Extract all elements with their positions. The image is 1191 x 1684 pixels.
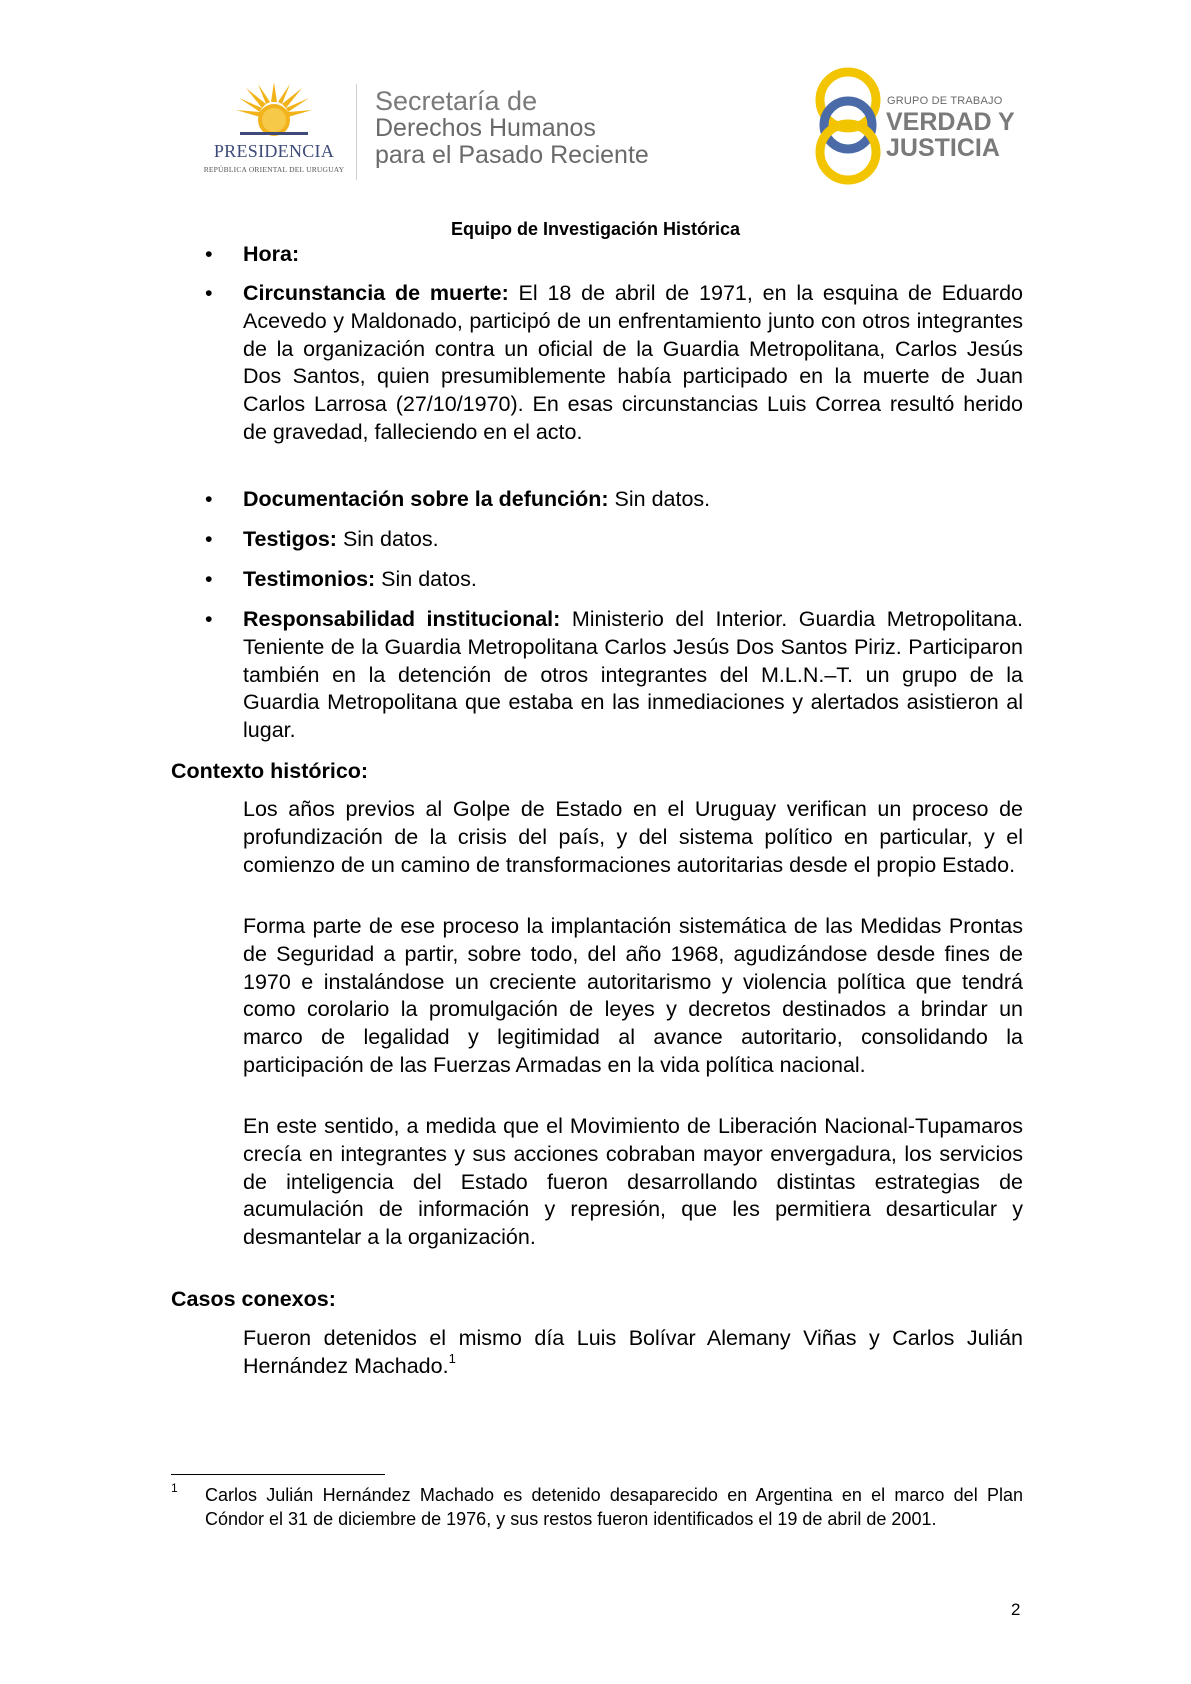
grupo-line-2: JUSTICIA (886, 134, 1000, 162)
footnote-text: Carlos Julián Hernández Machado es detenido desaparecido en Argentina en el marco del Plan Cóndor el 31 de diciembre de 1976, y sus restos fueron identificados el 19 de abril de 2001. (205, 1485, 1023, 1529)
grupo-small-label: GRUPO DE TRABAJO (887, 95, 1003, 107)
paragraph (243, 1325, 1023, 1381)
bullet-label: Testigos: (243, 527, 337, 551)
bullet-marker: • (205, 527, 213, 551)
bullet-text: Sin datos. (608, 487, 711, 511)
bullet-text: Ministerio del Interior. Guardia Metropolitana. Teniente de la Guardia Metropolitana Carlos Jesús Dos Santos Piriz. Participaron también en la detención de otros integrantes del M.L.N.–T. un grupo de la Guardia Metropolitana que estaba en las inmediaciones y alertados asistieron al lugar. (243, 607, 1023, 743)
bullet-item (243, 241, 1023, 269)
bullet-item (243, 280, 1023, 447)
bullet-item (243, 566, 1023, 594)
rings-icon (810, 62, 886, 188)
secretaria-line-3: para el Pasado Reciente (375, 141, 649, 169)
team-title: Equipo de Investigación Histórica (450, 219, 741, 239)
bullet-label: Testimonios: (243, 567, 376, 591)
sun-icon (234, 80, 314, 142)
bullet-item (243, 606, 1023, 745)
bullet-marker: • (205, 242, 213, 266)
presidencia-subtitle: REPÚBLICA ORIENTAL DEL URUGUAY (203, 165, 345, 174)
bullet-marker: • (205, 487, 213, 511)
paragraph: Los años previos al Golpe de Estado en el Uruguay verifican un proceso de profundización de la crisis del país, y del sistema político en particular, y el comienzo de un camino de transformaciones autoritarias desde el propio Estado. (243, 797, 1023, 877)
footnote-number: 1 (171, 1481, 178, 1495)
bullet-label: Responsabilidad institucional: (243, 607, 561, 631)
paragraph: En este sentido, a medida que el Movimiento de Liberación Nacional-Tupamaros crecía en integrantes y sus acciones cobraban mayor envergadura, los servicios de inteligencia del Estado fueron desarrollando distintas estrategias de acumulación de información y represión, que les permitiera desarticular y desmantelar a la organización. (243, 1114, 1023, 1250)
section-heading-casos: Casos conexos: (171, 1287, 336, 1311)
bullet-marker: • (205, 607, 213, 631)
footnote-rule (171, 1474, 385, 1475)
secretaria-line-2: Derechos Humanos (375, 114, 596, 142)
secretaria-line-1: Secretaría de (375, 86, 538, 116)
page-number: 2 (1011, 1600, 1021, 1619)
grupo-line-1: VERDAD Y (886, 108, 1015, 136)
footnote-reference[interactable]: 1 (448, 1350, 456, 1366)
verdad-justicia-logo (810, 62, 1020, 188)
bullet-marker: • (205, 281, 213, 305)
presidencia-logo (196, 80, 352, 176)
bullet-text: El 18 de abril de 1971, en la esquina de Eduardo Acevedo y Maldonado, participó de un enfrentamiento junto con otros integrantes de la organización contra un oficial de la Guardia Metropolitana, Carlos Jesús Dos Santos, quien presumiblemente había participado en la muerte de Juan Carlos Larrosa (27/10/1970). En esas circunstancias Luis Correa resultó herido de gravedad, falleciendo en el acto. (243, 281, 1023, 444)
paragraph: Forma parte de ese proceso la implantación sistemática de las Medidas Prontas de Seguridad a partir, sobre todo, del año 1968, agudizándose desde fines de 1970 e instalándose un creciente autoritarismo y violencia política que tendrá como corolario la promulgación de leyes y decretos destinados a brindar un marco de legalidad y legitimidad al avance autoritario, consolidando la participación de las Fuerzas Armadas en la vida política nacional. (243, 914, 1023, 1077)
bullet-item (243, 486, 1023, 514)
bullet-item (243, 526, 1023, 554)
secretaria-logo-text (375, 88, 649, 169)
header-divider (356, 84, 357, 180)
bullet-text: Sin datos. (336, 527, 439, 551)
bullet-marker: • (205, 567, 213, 591)
bullet-text: Sin datos. (375, 567, 477, 591)
bullet-label: Circunstancia de muerte: (243, 281, 509, 305)
presidencia-title: PRESIDENCIA (213, 141, 335, 161)
bullet-label: Documentación sobre la defunción: (243, 487, 609, 511)
bullet-label: Hora: (243, 242, 300, 266)
casos-text: Fueron detenidos el mismo día Luis Bolívar Alemany Viñas y Carlos Julián Hernández Machado. (243, 1326, 1023, 1378)
section-heading-contexto: Contexto histórico: (171, 759, 369, 783)
